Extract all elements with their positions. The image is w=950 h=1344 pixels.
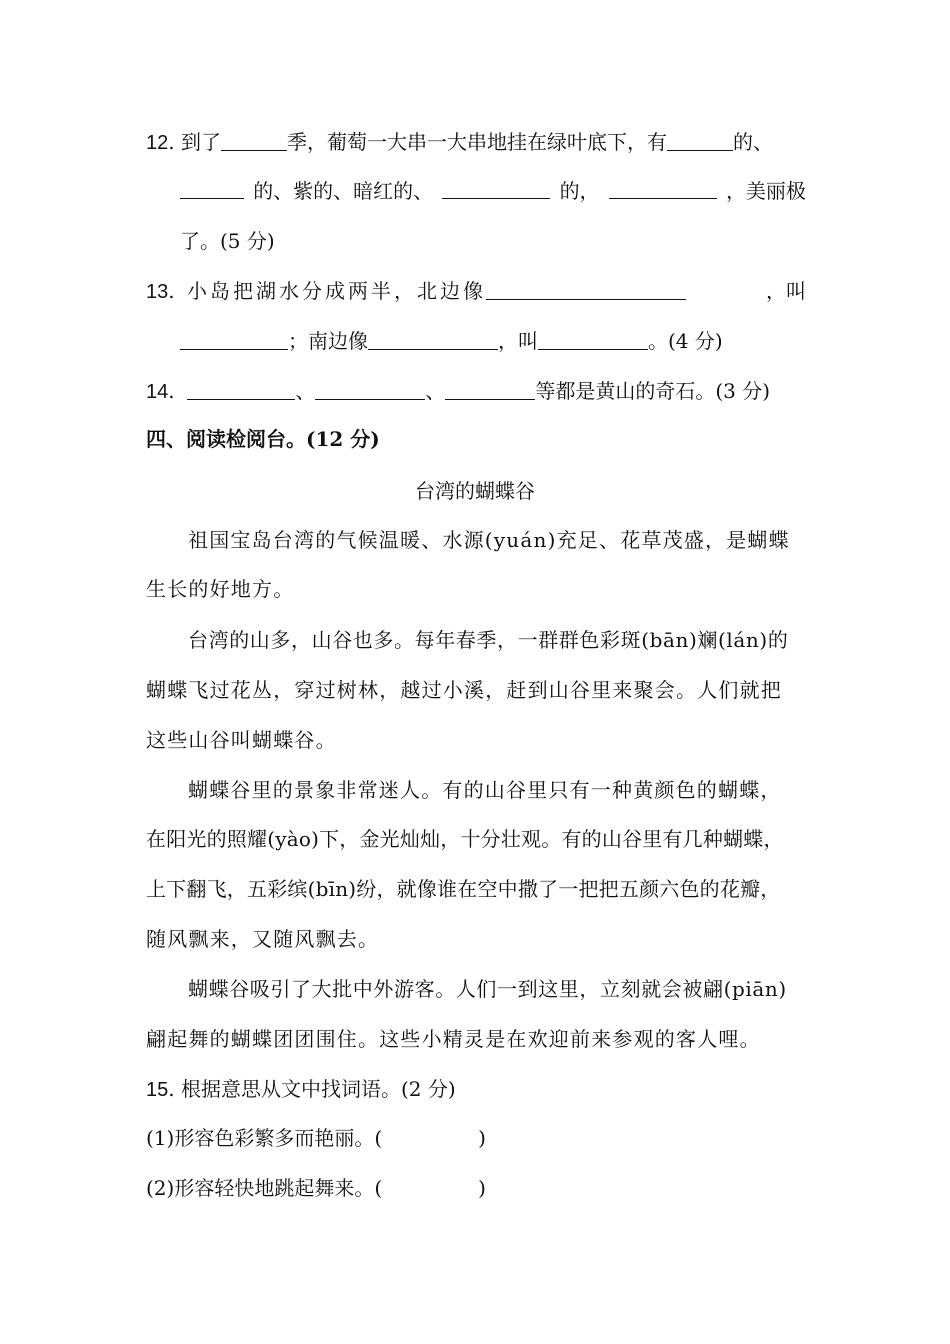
q13-text: 。(4 分): [648, 329, 723, 353]
q15-sub2-close: ): [478, 1176, 486, 1200]
passage-line: 蝴蝶谷里的景象非常迷人。有的山谷里只有一种黄颜色的蝴蝶，: [188, 778, 782, 802]
q14-number: 14: [146, 381, 169, 403]
q15-line: [146, 1074, 806, 1105]
passage-line: 蝴蝶谷吸引了大批中外游客。人们一到这里，立刻就会被翩(piān): [188, 977, 787, 1001]
q12-number: 12: [146, 132, 169, 154]
q13-text: ；南边像: [288, 329, 368, 353]
q14-blank-3[interactable]: [445, 377, 535, 400]
passage-line: 在阳光的照耀(yào)下，金光灿灿，十分壮观。有的山谷里有几种蝴蝶，: [146, 827, 784, 851]
q14-text: 、: [295, 379, 316, 403]
q12-line1: [146, 127, 806, 158]
q12-text: ，美丽极: [725, 179, 806, 203]
passage-title: 台湾的蝴蝶谷: [415, 479, 535, 503]
q13-line1: [146, 276, 806, 307]
q15-sub1-close: ): [478, 1126, 486, 1150]
q15-sub2: [146, 1173, 806, 1203]
q13-blank-north[interactable]: [486, 277, 686, 300]
q15-sub1: [146, 1123, 806, 1153]
section-heading: 四、阅读检阅台。(12 分): [146, 427, 380, 451]
q14-text: .: [168, 379, 175, 403]
q12-text: 的、: [732, 130, 773, 154]
q13-text: ，叫: [498, 329, 538, 353]
q15-sub2-text: (2)形容轻快地跳起舞来。(: [146, 1176, 383, 1200]
q12-text: 季，葡萄一大串一大串地挂在绿叶底下，有: [286, 130, 667, 154]
q12-text: . 到了: [168, 130, 221, 154]
q12-blank-color2[interactable]: [180, 176, 244, 199]
q12-text: 的，: [559, 179, 600, 203]
q15-number: 15: [146, 1079, 169, 1101]
passage-line: 蝴蝶飞过花丛，穿过树林，越过小溪，赶到山谷里来聚会。人们就把: [146, 678, 782, 702]
q13-text: . 小岛把湖水分成两半，北边像: [168, 279, 486, 303]
passage-line: 这些山谷叫蝴蝶谷。: [146, 728, 337, 752]
passage-line: 随风飘来，又随风飘去。: [146, 927, 380, 951]
q14-text: 、: [425, 379, 446, 403]
q13-number: 13: [146, 281, 169, 303]
passage-line: 祖国宝岛台湾的气候温暖、水源(yuán)充足、花草茂盛，是蝴蝶: [188, 528, 790, 552]
q12-blank-phrase[interactable]: [609, 176, 717, 199]
q12-blank-season[interactable]: [221, 128, 287, 151]
q12-blank-color3[interactable]: [442, 176, 550, 199]
q13-blank-north-name[interactable]: [180, 327, 288, 350]
passage-line: 上下翻飞，五彩缤(bīn)纷，就像谁在空中撒了一把把五颜六色的花瓣，: [146, 877, 781, 901]
q13-text: ，叫: [766, 279, 806, 303]
q13-line2: [180, 326, 806, 356]
q13-blank-south[interactable]: [368, 327, 498, 350]
q12-line2: [180, 176, 806, 206]
q14-text: 等都是黄山的奇石。(3 分): [535, 379, 771, 403]
q14-line: [146, 376, 806, 407]
q13-blank-south-name[interactable]: [538, 327, 648, 350]
passage-line: 翩起舞的蝴蝶团团围住。这些小精灵是在欢迎前来参观的客人哩。: [146, 1027, 761, 1051]
q15-sub1-text: (1)形容色彩繁多而艳丽。(: [146, 1126, 383, 1150]
q12-blank-color1[interactable]: [667, 128, 733, 151]
q14-blank-2[interactable]: [315, 377, 425, 400]
passage-line: 台湾的山多，山谷也多。每年春季，一群群色彩斑(bān)斓(lán)的: [188, 628, 789, 652]
q15-text: . 根据意思从文中找词语。(2 分): [168, 1077, 456, 1101]
q14-blank-1[interactable]: [187, 377, 295, 400]
q12-line3: 了。(5 分): [180, 229, 275, 253]
q12-text: 的、紫的、暗红的、: [253, 179, 434, 203]
passage-line: 生长的好地方。: [146, 577, 295, 601]
